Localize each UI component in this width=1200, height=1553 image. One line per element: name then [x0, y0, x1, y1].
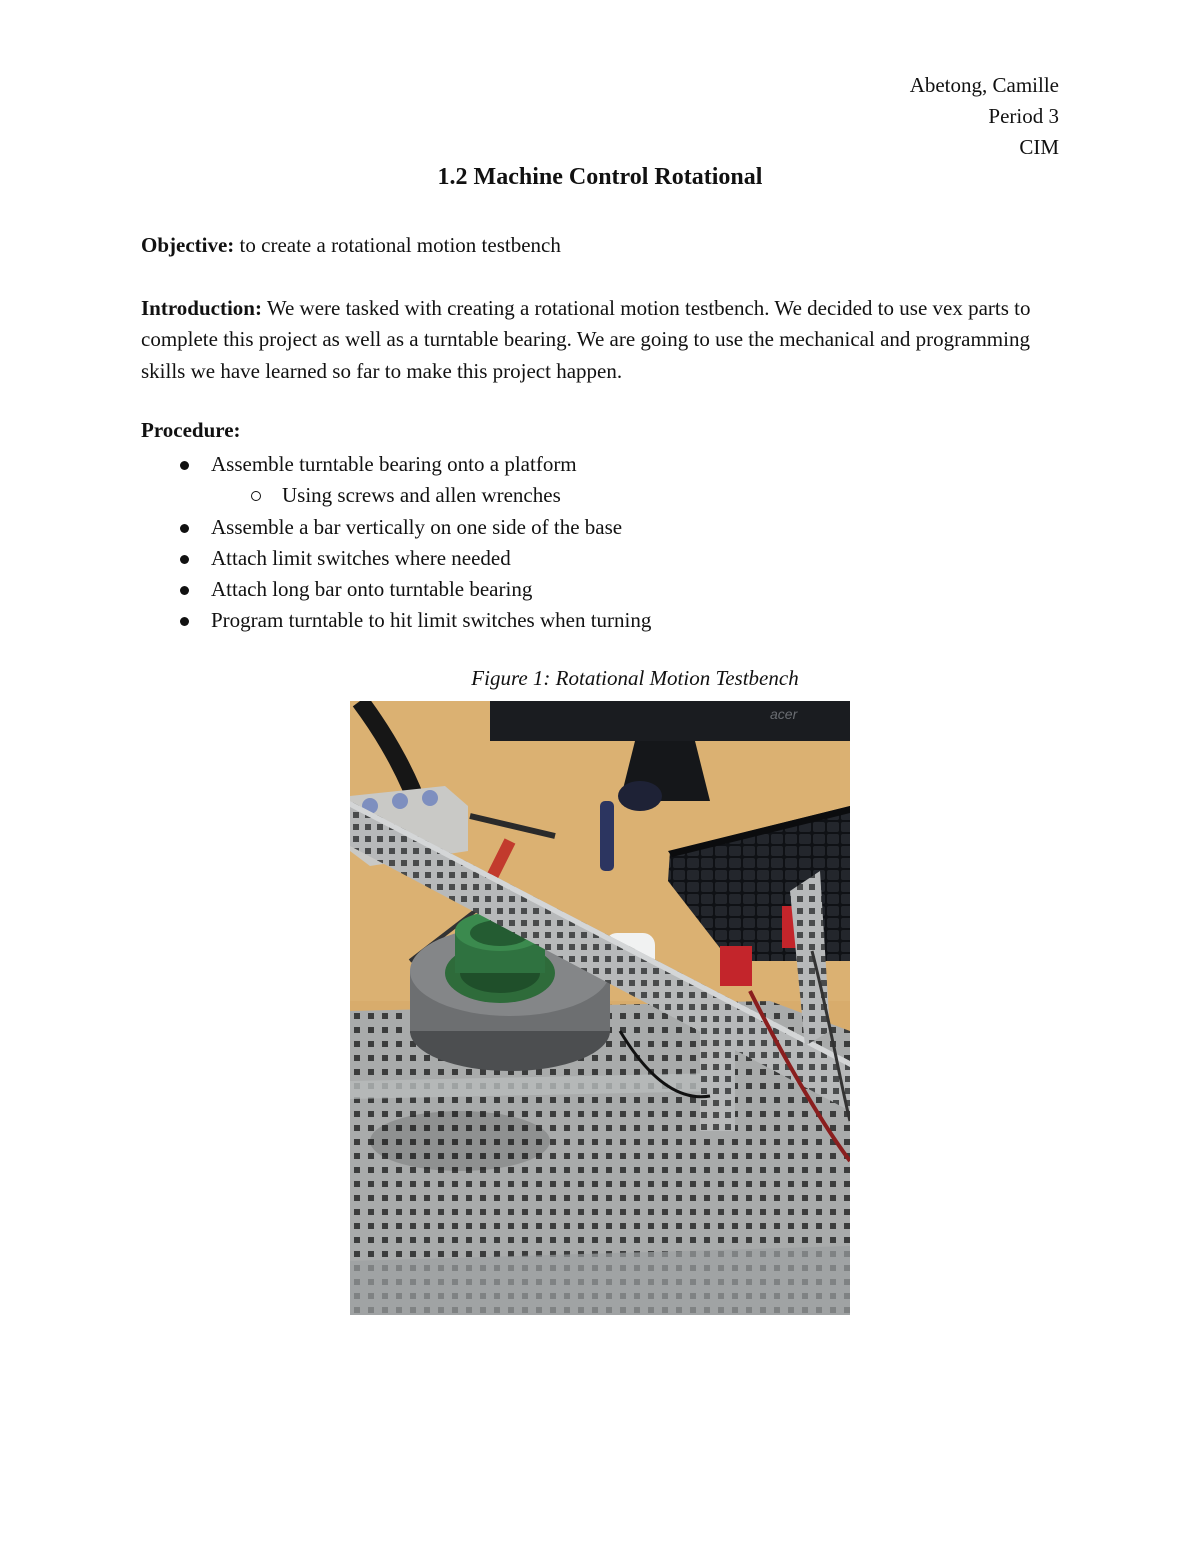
step-text: Assemble turntable bearing onto a platform [211, 452, 577, 476]
procedure-step [141, 512, 651, 543]
step-text: Attach limit switches where needed [211, 545, 511, 570]
step-text: Attach long bar onto turntable bearing [211, 577, 533, 602]
bullet-icon [180, 586, 189, 595]
introduction-text: We were tasked with creating a rotational motion testbench. We decided to use vex parts to complete this project as well as a turntable bearing. We are going to use the mechanical and programming skills we have learned so far to make this project happen. [141, 296, 1031, 383]
testbench-photo [350, 701, 850, 1315]
class-period: Period 3 [988, 104, 1059, 128]
document-title: 1.2 Machine Control Rotational [437, 164, 763, 190]
figure-caption: Figure 1: Rotational Motion Testbench [471, 666, 799, 690]
procedure-list [141, 449, 651, 637]
procedure-step [141, 574, 651, 605]
objective-paragraph [141, 230, 1061, 261]
objective-label: Objective: [141, 233, 235, 257]
objective-text: to create a rotational motion testbench [234, 233, 561, 257]
monitor-brand-label: acer [770, 706, 798, 722]
procedure-step [141, 605, 651, 636]
introduction-paragraph [141, 293, 1061, 387]
course-name: CIM [1019, 135, 1059, 159]
author-name: Abetong, Camille [909, 73, 1059, 97]
header-block [910, 70, 1059, 163]
step-text: Assemble a bar vertically on one side of the base [211, 514, 623, 539]
substep-text: Using screws and allen wrenches [282, 483, 561, 508]
bullet-icon [180, 555, 189, 564]
bullet-icon [180, 524, 189, 533]
procedure-substep [141, 480, 651, 511]
bullet-icon [180, 461, 189, 470]
procedure-step [141, 543, 651, 574]
procedure-step [141, 449, 651, 480]
procedure-heading: Procedure: [141, 418, 241, 442]
bullet-icon [180, 617, 189, 626]
hollow-bullet-icon [251, 491, 261, 501]
introduction-label: Introduction: [141, 296, 262, 320]
step-text: Program turntable to hit limit switches when turning [211, 608, 652, 633]
